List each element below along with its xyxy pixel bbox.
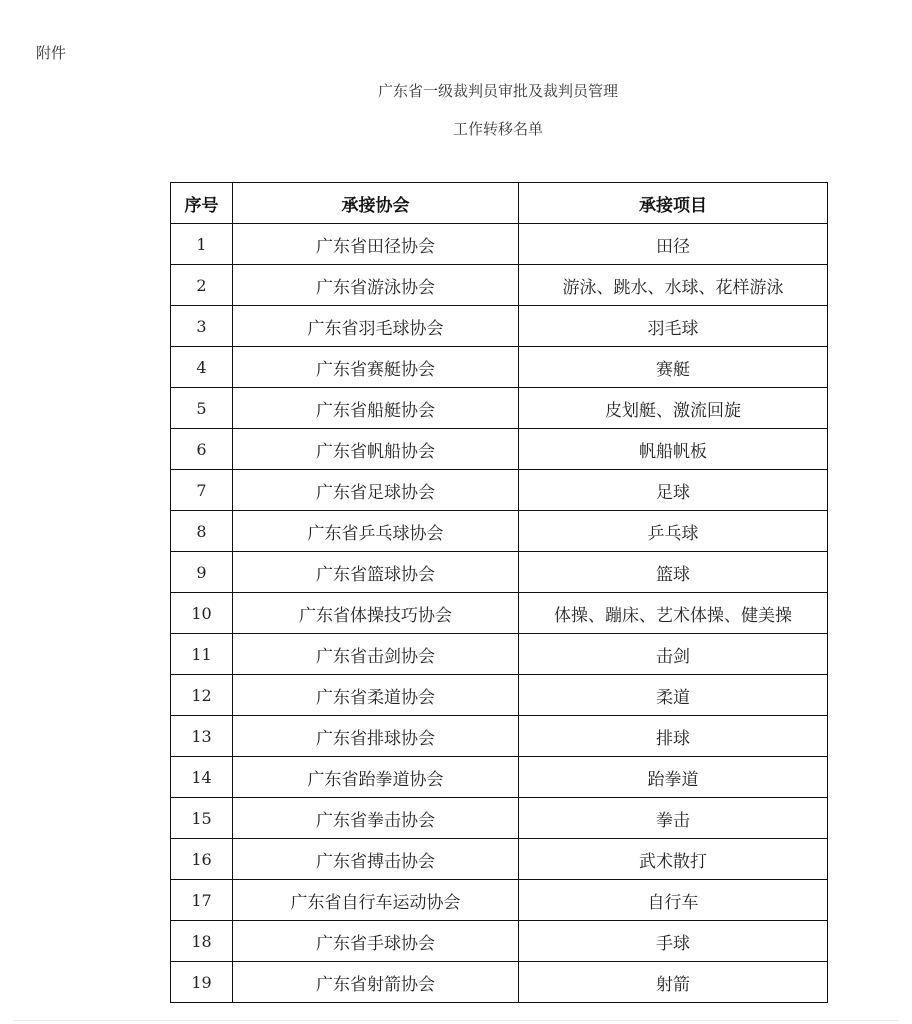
table-row xyxy=(171,675,828,716)
table-row xyxy=(171,634,828,675)
header-index: 序号 xyxy=(171,183,233,224)
row-project: 乒乓球 xyxy=(519,511,828,552)
row-project: 足球 xyxy=(519,470,828,511)
row-association: 广东省羽毛球协会 xyxy=(233,306,519,347)
table-body xyxy=(171,224,828,1003)
row-project: 拳击 xyxy=(519,798,828,839)
row-index: 3 xyxy=(171,306,233,347)
row-association: 广东省击剑协会 xyxy=(233,634,519,675)
row-association: 广东省田径协会 xyxy=(233,224,519,265)
row-association: 广东省拳击协会 xyxy=(233,798,519,839)
row-project: 体操、蹦床、艺术体操、健美操 xyxy=(519,593,828,634)
table-row xyxy=(171,880,828,921)
table-header xyxy=(171,183,828,224)
row-index: 11 xyxy=(171,634,233,675)
row-index: 5 xyxy=(171,388,233,429)
table-row xyxy=(171,839,828,880)
table-row xyxy=(171,429,828,470)
row-association: 广东省足球协会 xyxy=(233,470,519,511)
transfer-list-table xyxy=(170,182,828,1003)
row-project: 皮划艇、激流回旋 xyxy=(519,388,828,429)
row-project: 赛艇 xyxy=(519,347,828,388)
row-project: 游泳、跳水、水球、花样游泳 xyxy=(519,265,828,306)
row-project: 跆拳道 xyxy=(519,757,828,798)
row-index: 2 xyxy=(171,265,233,306)
row-association: 广东省自行车运动协会 xyxy=(233,880,519,921)
row-association: 广东省篮球协会 xyxy=(233,552,519,593)
row-index: 7 xyxy=(171,470,233,511)
row-association: 广东省搏击协会 xyxy=(233,839,519,880)
row-association: 广东省帆船协会 xyxy=(233,429,519,470)
row-index: 1 xyxy=(171,224,233,265)
document-title-line2: 工作转移名单 xyxy=(452,120,543,138)
document-title-line1: 广东省一级裁判员审批及裁判员管理 xyxy=(377,82,618,100)
table-row xyxy=(171,306,828,347)
row-project: 击剑 xyxy=(519,634,828,675)
row-project: 手球 xyxy=(519,921,828,962)
row-project: 篮球 xyxy=(519,552,828,593)
table-row xyxy=(171,511,828,552)
table-row xyxy=(171,921,828,962)
row-project: 射箭 xyxy=(519,962,828,1003)
row-association: 广东省跆拳道协会 xyxy=(233,757,519,798)
table-row xyxy=(171,962,828,1003)
row-project: 排球 xyxy=(519,716,828,757)
row-index: 15 xyxy=(171,798,233,839)
table-row xyxy=(171,470,828,511)
row-index: 10 xyxy=(171,593,233,634)
row-index: 6 xyxy=(171,429,233,470)
table-row xyxy=(171,798,828,839)
row-project: 武术散打 xyxy=(519,839,828,880)
row-index: 8 xyxy=(171,511,233,552)
row-association: 广东省手球协会 xyxy=(233,921,519,962)
row-index: 19 xyxy=(171,962,233,1003)
table-row xyxy=(171,552,828,593)
row-index: 17 xyxy=(171,880,233,921)
row-association: 广东省乒乓球协会 xyxy=(233,511,519,552)
row-association: 广东省排球协会 xyxy=(233,716,519,757)
row-index: 18 xyxy=(171,921,233,962)
row-project: 羽毛球 xyxy=(519,306,828,347)
table-row xyxy=(171,347,828,388)
row-project: 柔道 xyxy=(519,675,828,716)
header-project: 承接项目 xyxy=(519,183,828,224)
row-index: 16 xyxy=(171,839,233,880)
header-association: 承接协会 xyxy=(233,183,519,224)
row-index: 12 xyxy=(171,675,233,716)
row-association: 广东省游泳协会 xyxy=(233,265,519,306)
row-association: 广东省射箭协会 xyxy=(233,962,519,1003)
table-row xyxy=(171,388,828,429)
row-index: 13 xyxy=(171,716,233,757)
row-association: 广东省体操技巧协会 xyxy=(233,593,519,634)
table-row xyxy=(171,265,828,306)
table-row xyxy=(171,716,828,757)
row-association: 广东省船艇协会 xyxy=(233,388,519,429)
row-association: 广东省柔道协会 xyxy=(233,675,519,716)
page-bottom-divider xyxy=(14,1020,898,1021)
table-row xyxy=(171,593,828,634)
table-row xyxy=(171,757,828,798)
table-header-row xyxy=(171,183,828,224)
attachment-label: 附件 xyxy=(36,44,67,62)
table-row xyxy=(171,224,828,265)
row-index: 4 xyxy=(171,347,233,388)
row-index: 14 xyxy=(171,757,233,798)
row-project: 田径 xyxy=(519,224,828,265)
row-project: 自行车 xyxy=(519,880,828,921)
row-project: 帆船帆板 xyxy=(519,429,828,470)
row-association: 广东省赛艇协会 xyxy=(233,347,519,388)
row-index: 9 xyxy=(171,552,233,593)
